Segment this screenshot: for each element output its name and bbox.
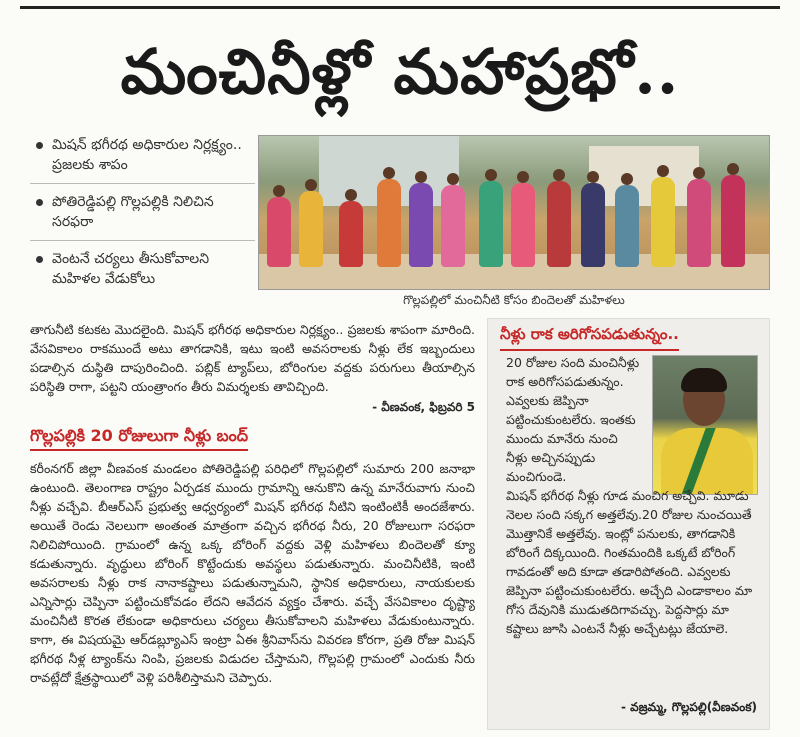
- woman-figure: [615, 185, 639, 267]
- woman-figure: [377, 179, 401, 267]
- headline: మంచినీళ్లో మహాప్రభో..: [120, 35, 680, 108]
- bullet-item: [30, 192, 255, 241]
- dateline: - వీణవంక, ఫిబ్రవరి 5: [372, 400, 475, 414]
- woman-figure: [339, 201, 363, 267]
- woman-figure: [547, 181, 571, 267]
- top-rule: [20, 6, 780, 9]
- woman-figure: [409, 183, 433, 267]
- bullet-item: [30, 249, 255, 297]
- quote-sidebar: [487, 318, 770, 730]
- main-story: [30, 320, 475, 687]
- sidebar-quote-body: మిషన్ భగీరథ నీళ్లు గూడ మంచిగ అచ్చేవి. మూడు నెలల సంది సక్కగ అత్తలేవు.20 రోజుల నుంచయితే మొత్తానికే అత్తలేవు. ఇంట్లో పనులకు, తాగడానికి బోరింగే దిక్కయింది. గింతమందికి ఒక్కటే బోరింగ్ గావడంతో అది కూడా తడారిపోతంది. ఎవ్వలకు జెప్పినా పట్టించుకుంటలేరు. అచ్చేది ఎండాకాలం మా గోస దేవునికి ముడుతదిగావచ్చు. పెద్దసార్లు మా కష్టాలు జూసి ఎంటనే నీళ్లు అచ్చేటట్లు జేయాలె.: [506, 488, 753, 636]
- bullet-text: వెంటనే చర్యలు తీసుకోవాలని మహిళల వేడుకోలు: [52, 251, 210, 287]
- bullet-text: మిషన్ భగీరథ అధికారుల నిర్లక్ష్యం.. ప్రజలకు శాపం: [52, 137, 242, 173]
- bullet-item: [30, 135, 255, 184]
- sidebar-quote: [506, 353, 756, 638]
- woman-figure: [651, 177, 675, 267]
- woman-figure: [721, 175, 745, 267]
- sidebar-heading: నీళ్లు రాక అరిగోసపడుతున్నం..: [500, 325, 679, 351]
- woman-figure: [581, 183, 605, 267]
- woman-figure: [267, 197, 291, 267]
- bullet-dot-icon: [36, 199, 43, 206]
- woman-figure: [441, 185, 465, 267]
- woman-figure: [511, 183, 535, 267]
- women-queue-photo: [258, 135, 770, 290]
- sidebar-signature: - వజ్రమ్మ, గొల్లపల్లి(వీణవంక): [621, 700, 757, 714]
- body-paragraph: కరీంనగర్ జిల్లా వీణవంక మండలం పోతిరెడ్డిపల్లి పరిధిలో గొల్లపల్లిలో సుమారు 200 జనాభా ఉంటుంది. తెలంగాణ రాష్ట్రం ఏర్పడక ముందు గ్రామాన్ని ఆనుకొని ఉన్న మానేరువాగు నుంచి నీళ్లు వచ్చేవి. బీఆర్ఎస్ ప్రభుత్వ ఆధ్వర్యంలో మిషన్ భగీరథ నీటిని ఇంటింటికీ అందజేశారు. అయితే రెండు నెలలుగా అంతంత మాత్రంగా వచ్చిన భగీరథ నీరు, 20 రోజులుగా సరఫరా నిలిచిపోయింది. గ్రామంలో ఉన్న ఒక్క బోరింగ్ వద్దకు వెళ్లి మహిళలు బిందెలతో క్యూ కడుతున్నారు. వృద్ధులు బోరింగ్ కొట్టేందుకు అవస్థలు పడుతున్నారు. మంచినీటికి, ఇంటి అవసరాలకు నీళ్లు రాక నానాకష్టాలు పడుతున్నామని, స్థానిక అధికారులు, నాయకులకు ఎన్నిసార్లు చెప్పినా పట్టించుకోవడం లేదని ఆవేదన వ్యక్తం చేశారు. వచ్చే వేసవికాలం దృష్ట్యా మంచినీటి కొరత లేకుండా అధికారులు చర్యలు తీసుకోవాలని మహిళలు వేడుకుంటున్నారు. కాగా, ఈ విషయమై ఆర్‌డబ్ల్యూఎస్ ఇంట్రా ఏఈ శ్రీనివాస్‌ను వివరణ కోరగా, ప్రతి రోజు మిషన్ భగీరథ నీళ్ల ట్యాంక్‌ను నింపి, ప్రజలకు విడుదల చేస్తామని, గొల్లపల్లి గ్రామంలో ఎందుకు నీరు రావట్లేదో క్షేత్రస్థాయిలో వెళ్లి పరిశీలిస్తామని చెప్పారు.: [30, 461, 475, 685]
- bullet-dot-icon: [36, 256, 43, 263]
- bullet-text: పోతిరెడ్డిపల్లి గొల్లపల్లికి నిలిచిన సరఫరా: [52, 194, 214, 230]
- highlight-bullets: [30, 135, 255, 305]
- bullet-dot-icon: [36, 142, 43, 149]
- lead-paragraph: తాగునీటి కటకట మొదలైంది. మిషన్ భగీరథ అధికారుల నిర్లక్ష్యం.. ప్రజలకు శాపంగా మారింది. వేసవికాలం రాకముందే అటు తాగడానికి, ఇటు ఇంటి అవసరాలకు నీళ్లు లేక ఇబ్బందులు పడాల్సిన దుస్థితి దాపురించింది. పబ్లిక్ ట్యాప్‌లు, బోరింగుల వద్దకు పరుగులు తీయాల్సిన పరిస్థితి రాగా, పట్టని యంత్రాంగం తీరు విమర్శలకు తావిచ్చింది.: [30, 322, 475, 394]
- woman-figure: [479, 181, 503, 267]
- photo-caption: గొల్లపల్లిలో మంచినీటి కోసం బిందెలతో మహిళలు: [403, 293, 625, 307]
- woman-figure: [687, 179, 711, 267]
- woman-figure: [299, 191, 323, 267]
- story-subhead: గొల్లపల్లికి 20 రోజులుగా నీళ్లు బంద్: [30, 425, 248, 451]
- sidebar-quote-intro: 20 రోజుల సంది మంచినీళ్లు రాక అరిగోసపడుతున్నం. ఎవ్వలకు జెప్పినా పట్టించుకుంటలేరు. ఇంతకు ముందు మానేరు నుంచి నీళ్లు అచ్చినప్పుడు మంచిగుండె.: [506, 355, 640, 484]
